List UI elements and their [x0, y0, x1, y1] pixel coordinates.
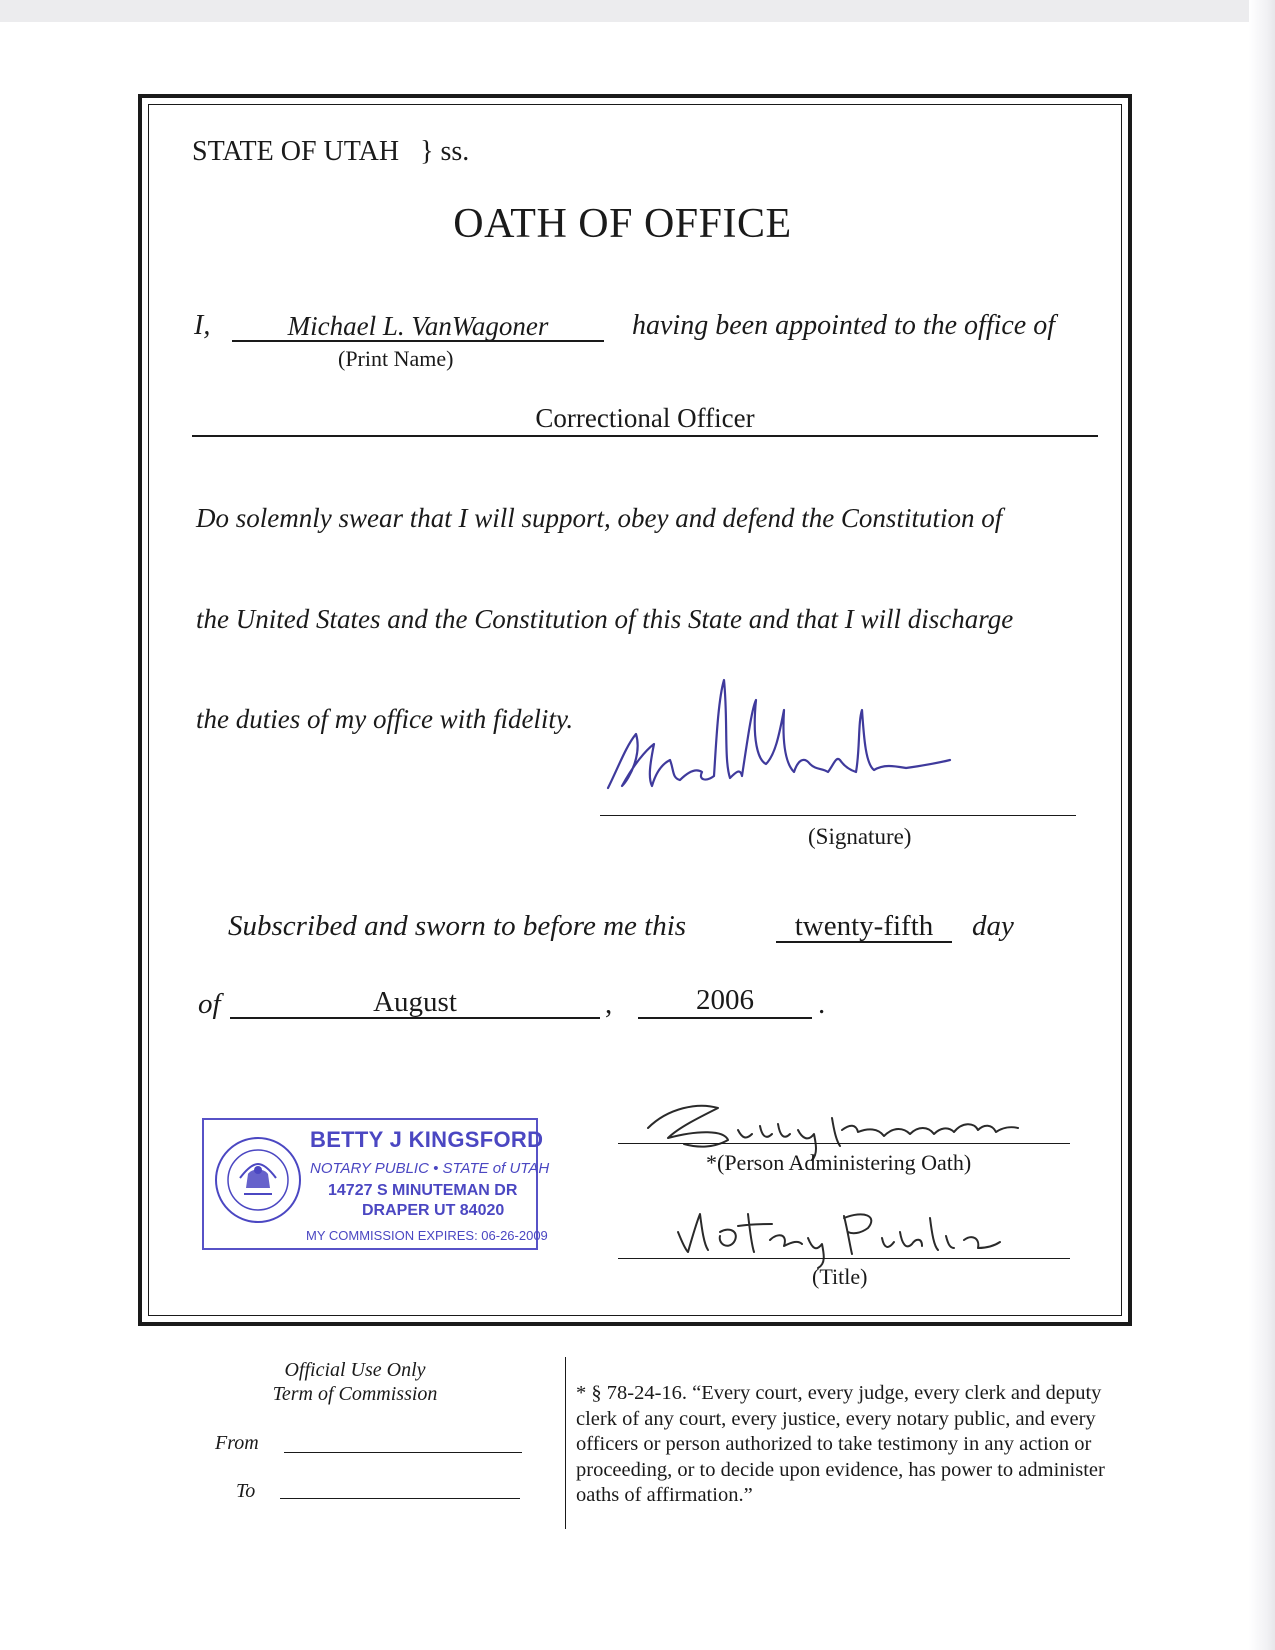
subscription-year: 2006 [696, 984, 754, 1016]
office-title: Correctional Officer [535, 403, 755, 433]
state-line: STATE OF UTAH } ss. [192, 136, 470, 167]
stamp-expiration: MY COMMISSION EXPIRES: 06-26-2009 [306, 1228, 548, 1243]
administering-signature-line [618, 1143, 1070, 1144]
official-use-heading [240, 1358, 470, 1406]
oath-pronoun: I, [194, 310, 211, 341]
oath-text-line-3: the duties of my office with fidelity. [196, 704, 574, 734]
official-use-heading-1: Official Use Only [284, 1359, 426, 1381]
title-label: (Title) [812, 1264, 868, 1289]
date-comma: , [605, 988, 613, 1020]
state-seal-icon [212, 1134, 304, 1226]
page-title: OATH OF OFFICE [453, 201, 792, 247]
title-handwriting [668, 1192, 1068, 1272]
print-name-label: (Print Name) [338, 346, 454, 371]
oath-text-line-1: Do solemnly swear that I will support, obey and defend the Constitution of [196, 503, 1003, 533]
month-underline [230, 1017, 600, 1019]
stamp-address-2: DRAPER UT 84020 [362, 1202, 505, 1219]
appointed-text: having been appointed to the office of [632, 310, 1056, 341]
office-underline [192, 435, 1098, 437]
day-word: day [972, 910, 1014, 942]
from-label: From [215, 1432, 259, 1454]
officer-name: Michael L. VanWagoner [287, 311, 549, 341]
to-label: To [236, 1480, 256, 1502]
title-signature-line [618, 1258, 1070, 1259]
stamp-address-1: 14727 S MINUTEMAN DR [328, 1182, 518, 1199]
name-underline [232, 340, 604, 342]
date-period: . [818, 988, 826, 1020]
signature-label: (Signature) [808, 824, 912, 849]
to-field-line [280, 1498, 520, 1499]
subscribed-text: Subscribed and sworn to before me this [228, 910, 687, 942]
subscription-month: August [373, 986, 457, 1018]
statute-footnote: * § 78-24-16. “Every court, every judge, every clerk and deputy clerk of any court, every justice, every notary public, and every officers or person authorized to take testimony in any action or proceeding, or to decide upon evidence, has power to administer oaths of affirmation.” [576, 1382, 1105, 1506]
day-underline [776, 941, 952, 943]
footer-divider [565, 1357, 566, 1529]
from-field-line [284, 1452, 522, 1453]
signature-line [600, 815, 1076, 816]
subscription-day: twenty-fifth [794, 910, 934, 942]
stamp-role: NOTARY PUBLIC • STATE of UTAH [310, 1160, 550, 1177]
year-underline [638, 1017, 812, 1019]
official-use-heading-2: Term of Commission [272, 1383, 438, 1405]
administering-label: *(Person Administering Oath) [706, 1150, 972, 1175]
notary-stamp [202, 1118, 550, 1250]
oath-text-line-2: the United States and the Constitution of this State and that I will discharge [196, 604, 1014, 634]
officer-signature [590, 660, 1010, 830]
of-word: of [198, 988, 221, 1020]
scan-edge-top [0, 0, 1275, 22]
scan-edge-right [1249, 0, 1275, 1650]
stamp-notary-name: BETTY J KINGSFORD [310, 1127, 544, 1152]
